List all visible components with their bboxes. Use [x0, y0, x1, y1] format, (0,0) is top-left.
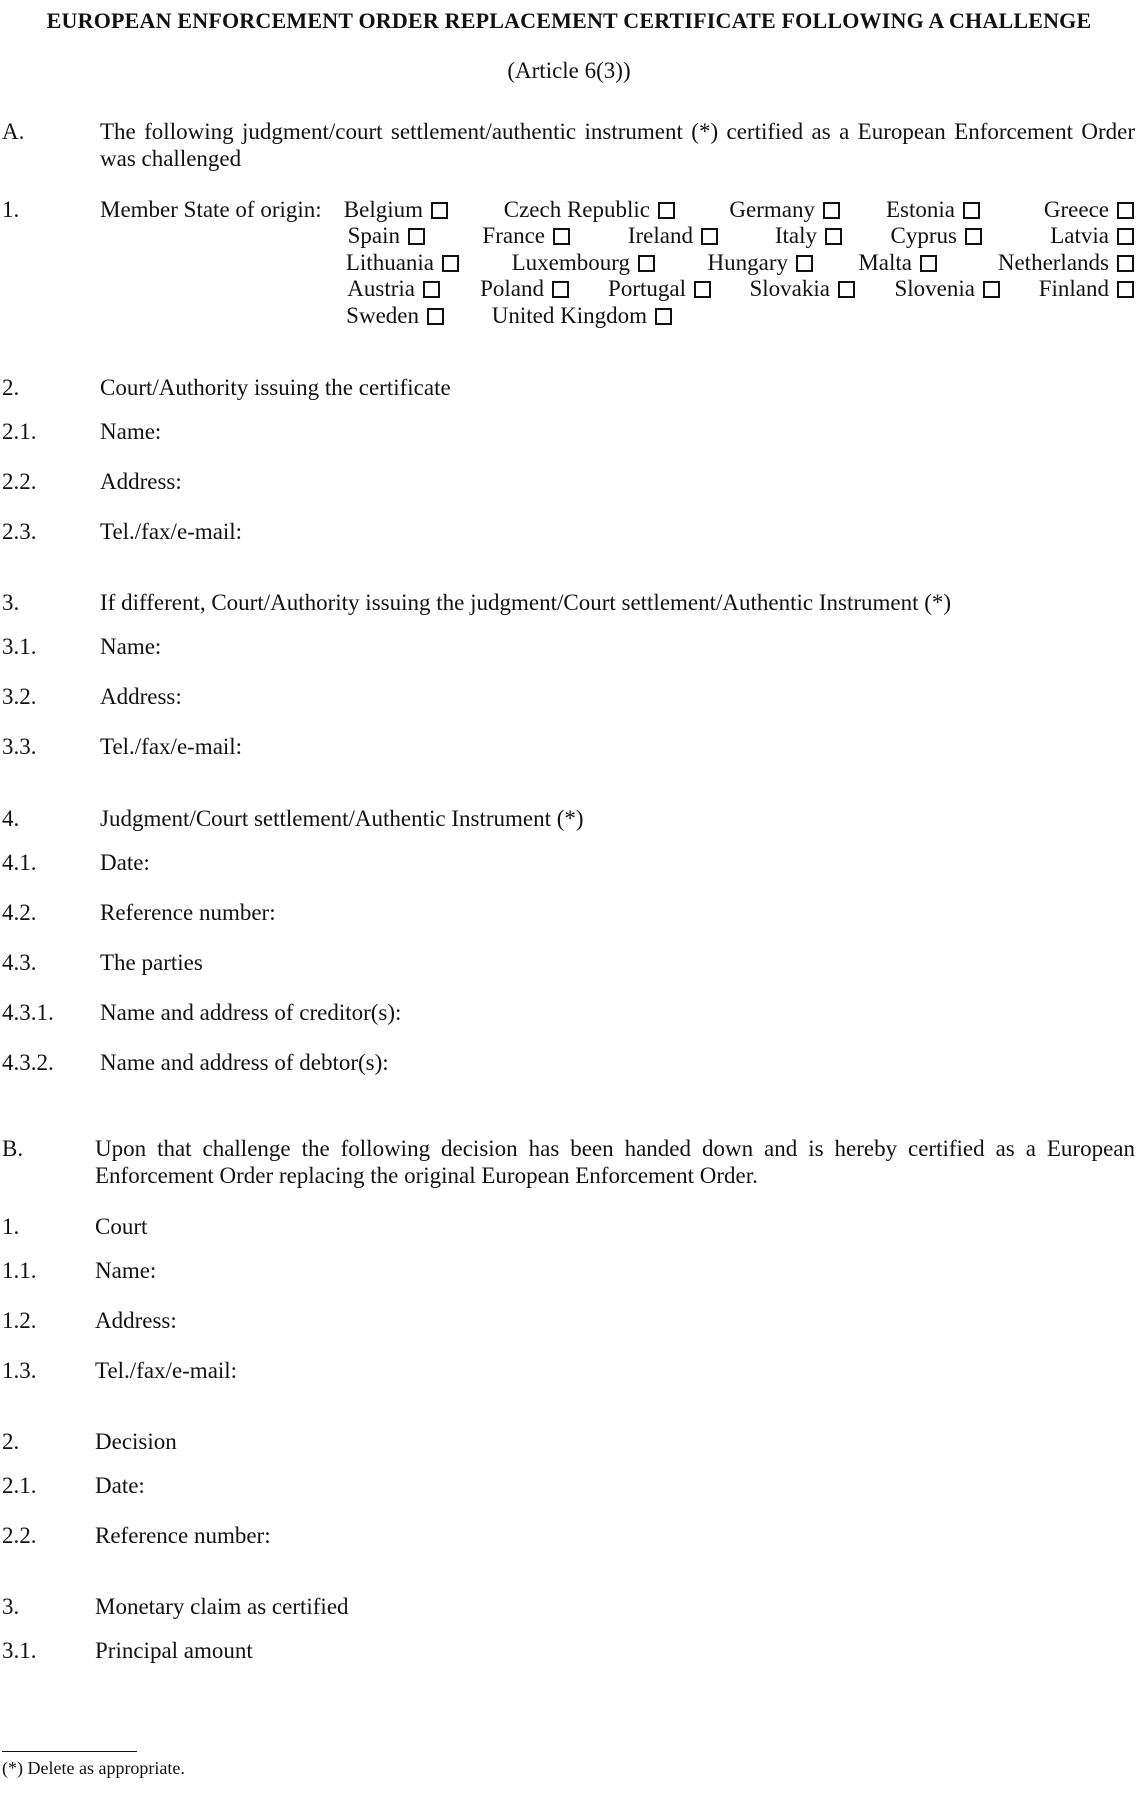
item-label: Tel./fax/e-mail: [95, 1358, 238, 1383]
item-label: The parties [100, 950, 203, 975]
item-label: Address: [100, 684, 182, 709]
document-title: EUROPEAN ENFORCEMENT ORDER REPLACEMENT CERTIFICATE FOLLOWING A CHALLENGE [46, 8, 1092, 33]
item-number: 4.3.1. [2, 1000, 54, 1025]
country-checkbox[interactable] [1117, 202, 1134, 219]
item-label: Principal amount [95, 1638, 253, 1663]
item-number: 4.3.2. [2, 1050, 54, 1075]
item-number: 2.3. [2, 519, 37, 544]
item-label: If different, Court/Authority issuing the judgment/Court settlement/Authentic Instrument (*) [100, 590, 952, 615]
item-label: Name and address of creditor(s): [100, 1000, 402, 1025]
item-label: Reference number: [100, 900, 276, 925]
country-label: Lithuania [345, 250, 434, 275]
country-checkbox[interactable] [655, 308, 672, 325]
item-label: Tel./fax/e-mail: [100, 519, 243, 544]
item-number: 1.3. [2, 1358, 37, 1383]
section-b-text: Upon that challenge the following decision has been handed down and is hereby certified as a European Enforcement Order replacing the original European Enforcement Order. [95, 1136, 1135, 1188]
country-option [344, 196, 448, 223]
country-option [480, 275, 569, 302]
country-label: Slovakia [749, 276, 830, 301]
country-option [346, 249, 459, 276]
item-label: Decision [95, 1429, 177, 1454]
country-label: Estonia [886, 197, 955, 222]
member-state-number: 1. [2, 197, 20, 222]
country-checkbox[interactable] [431, 202, 448, 219]
country-label: Italy [774, 223, 817, 248]
country-label: Portugal [608, 276, 686, 301]
country-label: Cyprus [890, 223, 957, 248]
country-option [708, 249, 813, 276]
country-option [608, 275, 711, 302]
item-number: 3.1. [2, 634, 37, 659]
item-label: Court/Authority issuing the certificate [100, 375, 451, 400]
country-label: Czech Republic [503, 197, 650, 222]
country-checkbox[interactable] [552, 281, 569, 298]
country-option [346, 302, 444, 329]
country-checkbox[interactable] [442, 255, 459, 272]
country-option [1050, 222, 1134, 249]
country-option [886, 196, 980, 223]
country-label: Poland [480, 276, 544, 301]
country-checkbox[interactable] [825, 228, 842, 245]
country-label: Latvia [1050, 223, 1109, 248]
item-number: 3. [2, 1594, 20, 1619]
country-checkbox[interactable] [965, 228, 982, 245]
country-option [1039, 275, 1134, 302]
country-label: Germany [729, 197, 815, 222]
footnote: (*) Delete as appropriate. [2, 1758, 185, 1778]
country-option [729, 196, 840, 223]
item-label: Name: [95, 1258, 157, 1283]
item-label: Judgment/Court settlement/Authentic Instrument (*) [100, 806, 584, 831]
country-checkbox[interactable] [694, 281, 711, 298]
item-number: 2.2. [2, 1523, 37, 1548]
item-number: 3.2. [2, 684, 37, 709]
country-label: France [482, 223, 545, 248]
country-label: Luxembourg [511, 250, 630, 275]
country-checkbox[interactable] [1117, 255, 1134, 272]
country-label: Netherlands [997, 250, 1109, 275]
item-number: 3.3. [2, 734, 37, 759]
country-label: Greece [1043, 197, 1109, 222]
item-number: 4. [2, 806, 20, 831]
item-number: 1.2. [2, 1308, 37, 1333]
member-state-label: Member State of origin: [100, 197, 322, 222]
item-label: Reference number: [95, 1523, 271, 1548]
country-checkbox[interactable] [1117, 281, 1134, 298]
country-option [775, 222, 842, 249]
item-number: 4.3. [2, 950, 37, 975]
country-checkbox[interactable] [658, 202, 675, 219]
country-checkbox[interactable] [920, 255, 937, 272]
item-label: Address: [95, 1308, 177, 1333]
item-number: 2.1. [2, 419, 37, 444]
item-label: Monetary claim as certified [95, 1594, 349, 1619]
footnote-separator [2, 1751, 137, 1752]
country-checkbox[interactable] [638, 255, 655, 272]
item-label: Name: [100, 419, 162, 444]
country-checkbox[interactable] [963, 202, 980, 219]
item-number: 1. [2, 1214, 20, 1239]
country-label: Hungary [707, 250, 788, 275]
country-option [1044, 196, 1134, 223]
document-subtitle: (Article 6(3)) [507, 58, 631, 83]
item-label: Tel./fax/e-mail: [100, 734, 243, 759]
country-label: Malta [858, 250, 912, 275]
country-option [858, 249, 937, 276]
item-number: 4.2. [2, 900, 37, 925]
country-label: Slovenia [894, 276, 975, 301]
section-a-text: The following judgment/court settlement/authentic instrument (*) certified as a European Enforcement Order was challenged [100, 119, 1135, 171]
country-option [482, 222, 570, 249]
item-number: 2.2. [2, 469, 37, 494]
item-label: Name: [100, 634, 162, 659]
country-checkbox[interactable] [983, 281, 1000, 298]
country-option [492, 302, 672, 329]
country-label: Austria [347, 276, 415, 301]
country-label: Sweden [346, 303, 419, 328]
item-number: 3.1. [2, 1638, 37, 1663]
item-number: 2. [2, 1429, 20, 1454]
country-option [504, 196, 675, 223]
item-number: 4.1. [2, 850, 37, 875]
country-option [895, 275, 1001, 302]
section-a-number: A. [2, 119, 25, 144]
country-checkbox[interactable] [701, 228, 718, 245]
country-checkbox[interactable] [838, 281, 855, 298]
country-checkbox[interactable] [553, 228, 570, 245]
item-number: 3. [2, 590, 20, 615]
country-option [750, 275, 856, 302]
country-checkbox[interactable] [427, 308, 444, 325]
country-checkbox[interactable] [408, 228, 425, 245]
item-label: Court [95, 1214, 148, 1239]
section-b-number: B. [2, 1136, 24, 1161]
country-checkbox[interactable] [423, 281, 440, 298]
item-label: Name and address of debtor(s): [100, 1050, 389, 1075]
country-option [348, 222, 425, 249]
item-label: Address: [100, 469, 182, 494]
country-checkbox[interactable] [1117, 228, 1134, 245]
country-checkbox[interactable] [796, 255, 813, 272]
country-option [628, 222, 718, 249]
item-number: 2. [2, 375, 20, 400]
country-option [891, 222, 982, 249]
item-number: 1.1. [2, 1258, 37, 1283]
country-label: Belgium [343, 197, 423, 222]
item-label: Date: [100, 850, 150, 875]
item-label: Date: [95, 1473, 145, 1498]
item-number: 2.1. [2, 1473, 37, 1498]
country-checkbox[interactable] [823, 202, 840, 219]
country-option [347, 275, 440, 302]
country-option [998, 249, 1134, 276]
country-label: Ireland [627, 223, 693, 248]
country-option [512, 249, 655, 276]
country-label: United Kingdom [491, 303, 647, 328]
country-label: Spain [347, 223, 400, 248]
country-label: Finland [1038, 276, 1109, 301]
